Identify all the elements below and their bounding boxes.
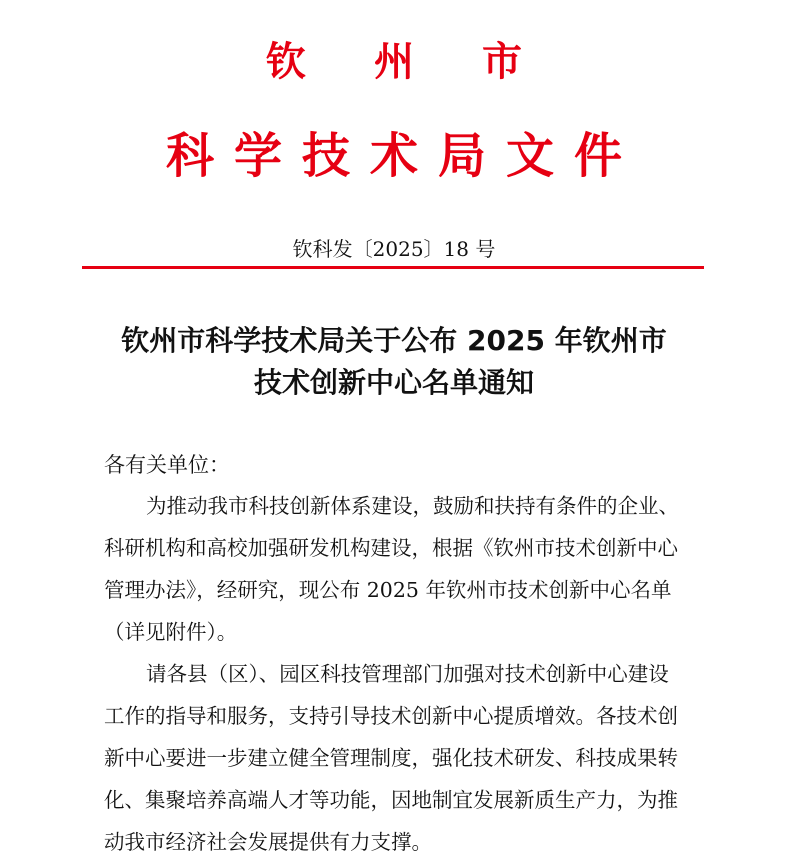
- doc-type-char: 学: [233, 128, 282, 184]
- doc-type-char: 技: [301, 128, 350, 184]
- doc-type-char: 件: [574, 128, 623, 184]
- body-line: 工作的指导和服务，支持引导技术创新中心提质增效。各技术创: [104, 704, 678, 728]
- body-line: 为推动我市科技创新体系建设，鼓励和扶持有条件的企业、: [146, 494, 679, 518]
- org-char: 钦: [266, 38, 306, 85]
- document-number: 钦科发〔2025〕18 号: [292, 237, 496, 261]
- body-line: 新中心要进一步建立健全管理制度，强化技术研发、科技成果转: [104, 746, 678, 770]
- issuing-organization: [0, 36, 788, 88]
- document-type-heading: [0, 124, 788, 188]
- red-divider-line: [82, 266, 704, 269]
- body-line: 请各县（区）、园区科技管理部门加强对技术创新中心建设: [146, 662, 669, 686]
- org-char: 市: [482, 38, 522, 85]
- notice-title-line-1: 钦州市科学技术局关于公布 2025 年钦州市: [121, 324, 667, 357]
- body-line: 管理办法》，经研究，现公布 2025 年钦州市技术创新中心名单: [104, 578, 672, 602]
- notice-title-line-2: 技术创新中心名单通知: [253, 366, 534, 399]
- body-line: 动我市经济社会发展提供有力支撑。: [104, 830, 432, 854]
- doc-type-char: 局: [438, 128, 487, 184]
- body-line: 科研机构和高校加强研发机构建设，根据《钦州市技术创新中心: [104, 536, 678, 560]
- doc-type-char: 文: [506, 128, 555, 184]
- body-line: 化、集聚培养高端人才等功能，因地制宜发展新质生产力，为推: [104, 788, 678, 812]
- body-line: （详见附件）。: [104, 620, 238, 644]
- org-char: 州: [374, 38, 414, 85]
- doc-type-char: 科: [165, 128, 214, 184]
- doc-type-char: 术: [369, 128, 418, 184]
- salutation: 各有关单位：: [104, 453, 230, 477]
